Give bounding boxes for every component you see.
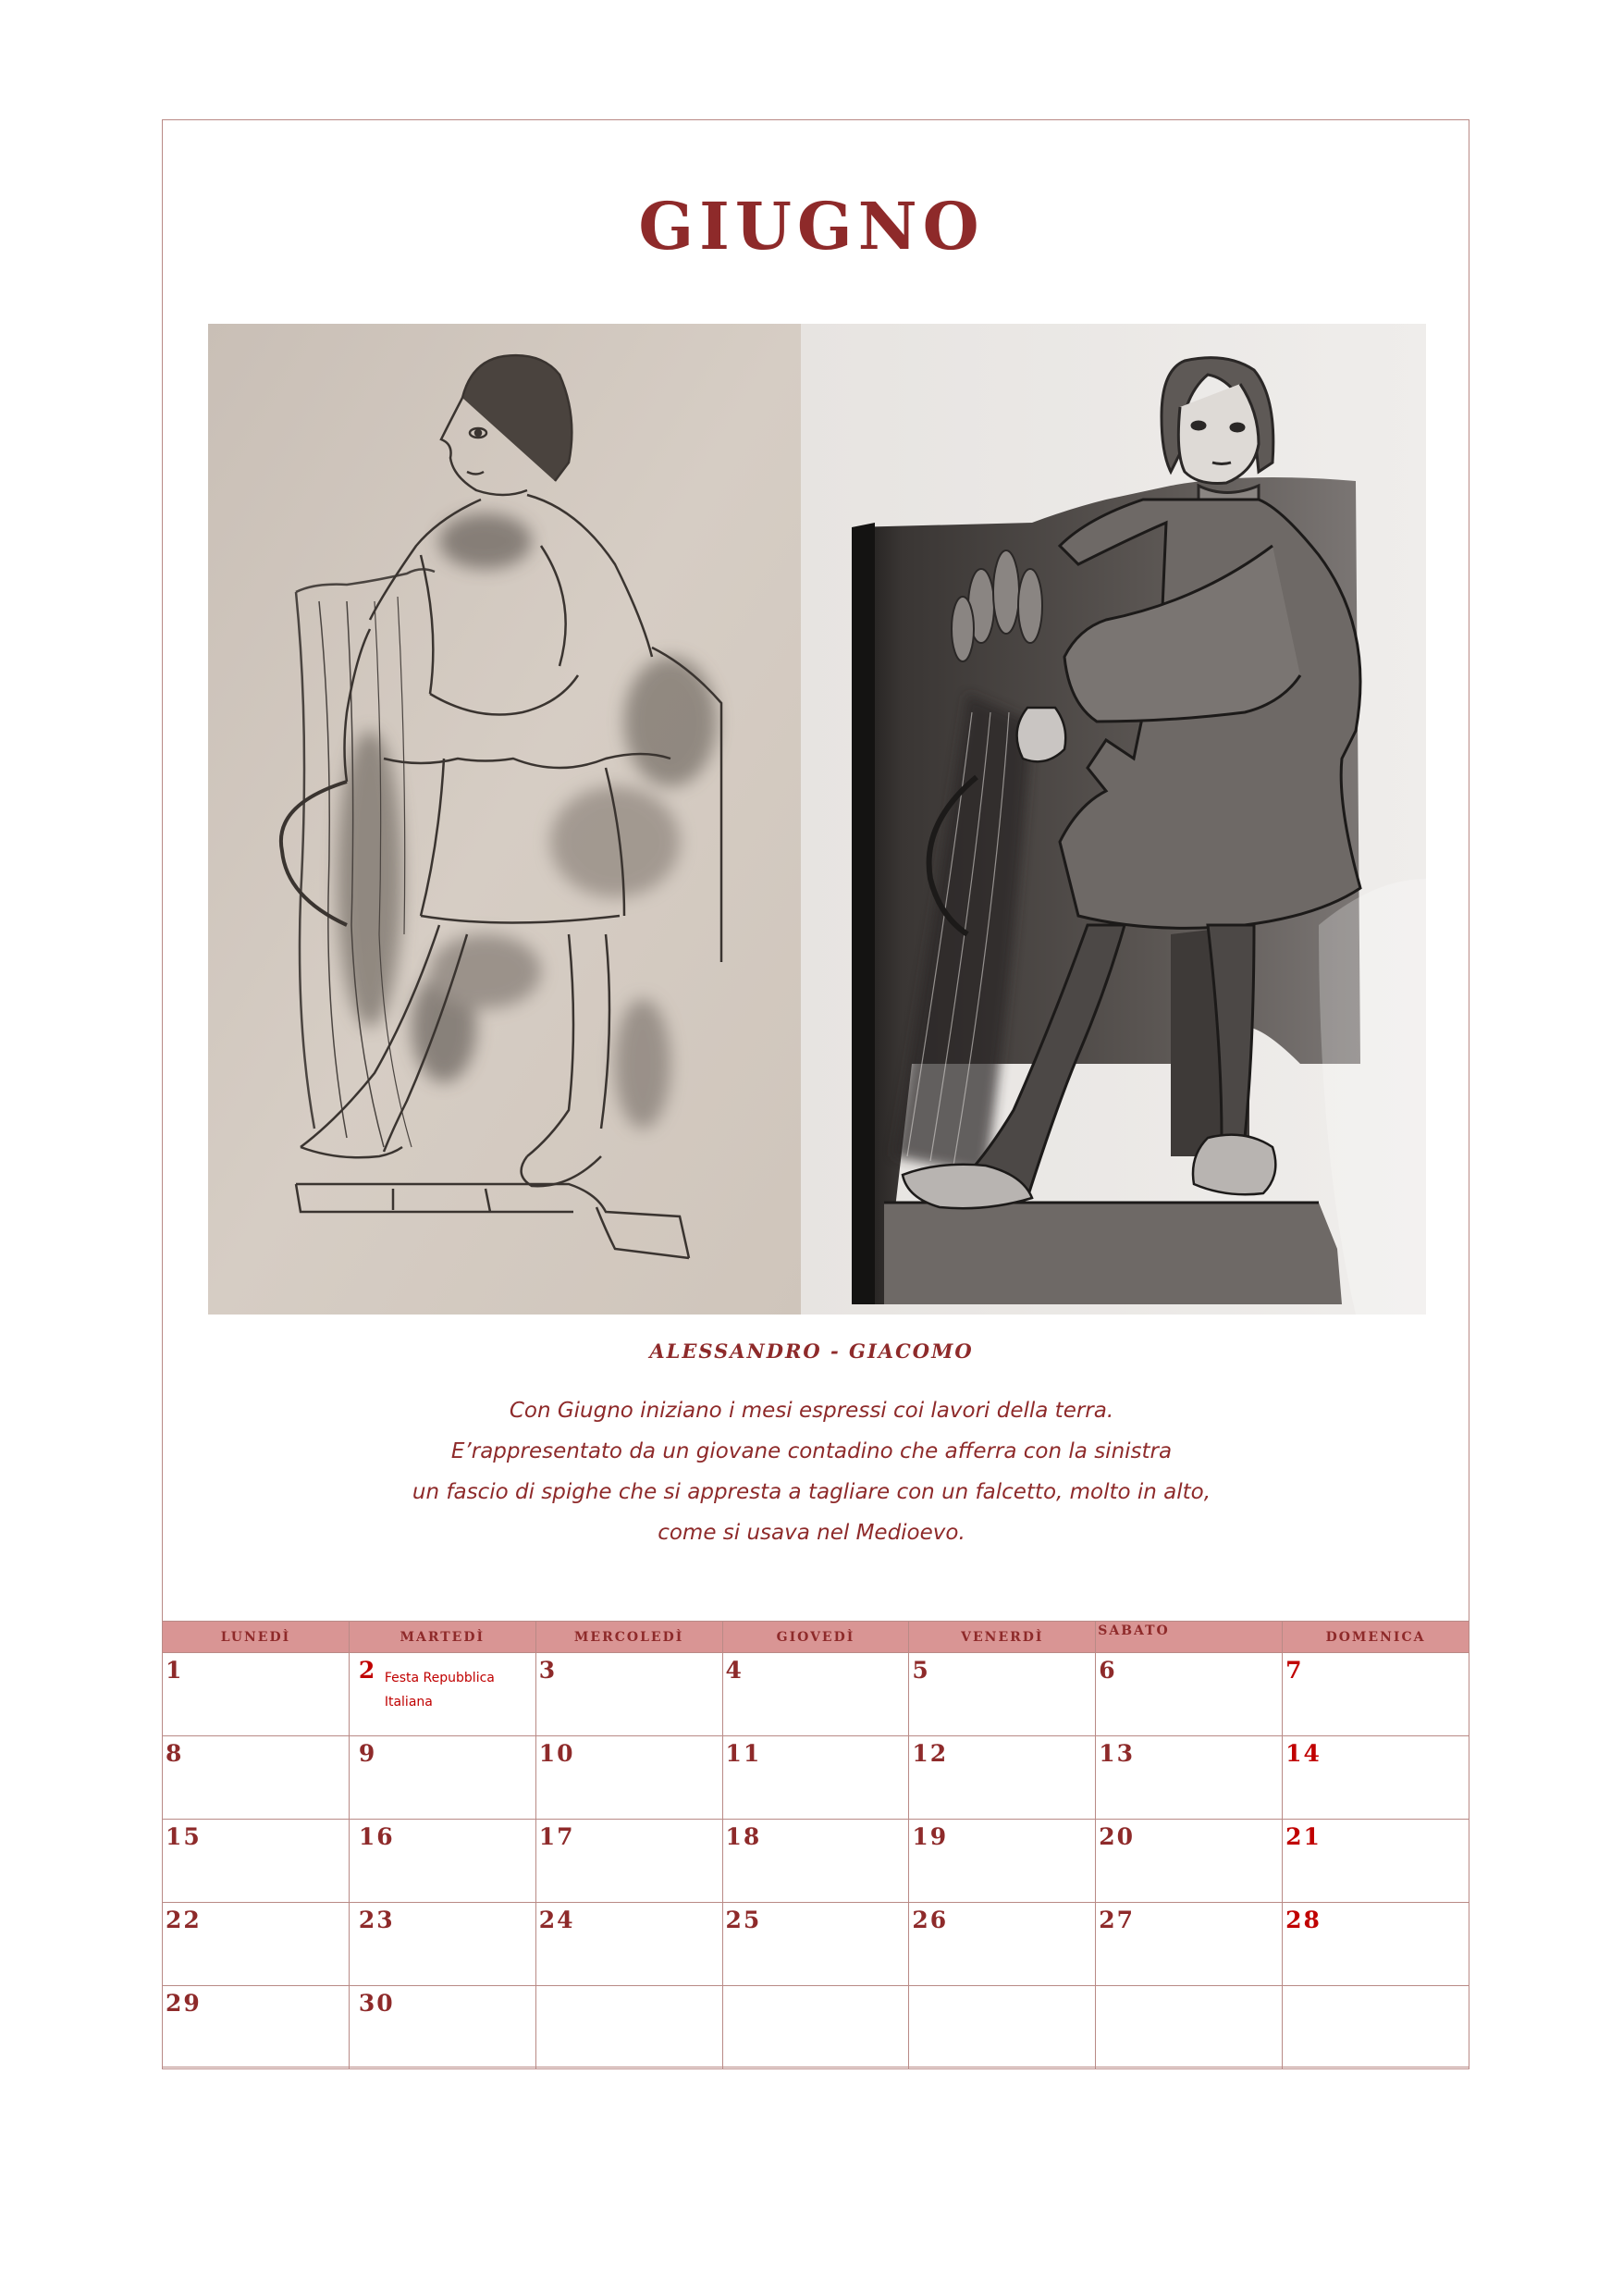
day-number: 6 (1099, 1657, 1117, 1684)
calendar-day-cell (909, 1903, 1096, 1986)
calendar-day-cell (349, 1736, 535, 1820)
day-number: 7 (1285, 1657, 1304, 1684)
caption-line: E’rappresentato da un giovane contadino che afferra con la sinistra (450, 1439, 1173, 1463)
day-number: 22 (166, 1907, 202, 1933)
day-number: 21 (1285, 1823, 1322, 1850)
weekday-header-row (163, 1622, 1469, 1653)
day-number: 14 (1285, 1740, 1322, 1767)
calendar-day-cell (1096, 1986, 1283, 2069)
day-number: 23 (358, 1907, 395, 1933)
day-number: 16 (358, 1823, 395, 1850)
calendar-day-cell (909, 1986, 1096, 2069)
day-number: 4 (725, 1657, 744, 1684)
weekday-header: LUNEDÌ (163, 1622, 350, 1653)
weekday-header: MERCOLEDÌ (535, 1622, 722, 1653)
day-number: 20 (1099, 1823, 1136, 1850)
day-number: 17 (538, 1823, 575, 1850)
day-number: 25 (725, 1907, 762, 1933)
calendar-day-cell (349, 1903, 535, 1986)
calendar-day-cell (349, 1986, 535, 2069)
calendar-day-cell (909, 1736, 1096, 1820)
day-number: 19 (912, 1823, 949, 1850)
caption (0, 1390, 1623, 1553)
calendar-day-cell (163, 1903, 350, 1986)
day-number: 30 (358, 1990, 395, 2017)
day-number: 1 (166, 1657, 184, 1684)
calendar-week-row (163, 1736, 1469, 1820)
calendar-day-cell (1096, 1736, 1283, 1820)
day-number: 9 (358, 1740, 377, 1767)
day-number: 18 (725, 1823, 762, 1850)
day-number: 28 (1285, 1907, 1322, 1933)
calendar-day-cell (909, 1820, 1096, 1903)
calendar-day-cell (1096, 1903, 1283, 1986)
day-number: 10 (538, 1740, 575, 1767)
charcoal-sketch-harvester-right (801, 324, 1426, 1315)
weekday-header: VENERDÌ (909, 1622, 1096, 1653)
calendar-day-cell (535, 1820, 722, 1903)
calendar-day-cell (1283, 1903, 1469, 1986)
caption-line: un fascio di spighe che si appresta a tagliare con un falcetto, molto in alto, (412, 1480, 1211, 1504)
calendar-day-cell (163, 1986, 350, 2069)
day-number: 15 (166, 1823, 202, 1850)
day-number: 13 (1099, 1740, 1136, 1767)
calendar-day-cell (1283, 1736, 1469, 1820)
caption-line: Con Giugno iniziano i mesi espressi coi lavori della terra. (509, 1399, 1114, 1423)
day-number: 27 (1099, 1907, 1136, 1933)
caption-line: come si usava nel Medioevo. (658, 1521, 965, 1545)
calendar-day-cell (909, 1653, 1096, 1736)
calendar-day-cell (722, 1903, 909, 1986)
calendar-day-cell (722, 1820, 909, 1903)
calendar-day-cell (349, 1820, 535, 1903)
authors-label: ALESSANDRO - GIACOMO (649, 1339, 974, 1363)
calendar-week-row (163, 1653, 1469, 1736)
calendar-day-cell (1283, 1986, 1469, 2069)
day-number: 8 (166, 1740, 184, 1767)
calendar-day-cell (535, 1903, 722, 1986)
calendar-day-cell (1096, 1820, 1283, 1903)
drawing-left (208, 324, 801, 1315)
calendar-day-cell (722, 1736, 909, 1820)
calendar-day-cell (535, 1986, 722, 2069)
pencil-sketch-harvester-left (208, 324, 801, 1315)
calendar-day-cell (535, 1736, 722, 1820)
calendar-day-cell (163, 1653, 350, 1736)
day-number: 26 (912, 1907, 949, 1933)
calendar-day-cell (163, 1736, 350, 1820)
day-number: 12 (912, 1740, 949, 1767)
calendar-day-cell (1283, 1653, 1469, 1736)
day-number: 2 (358, 1657, 377, 1684)
drawing-right (801, 324, 1426, 1315)
calendar-day-cell (722, 1986, 909, 2069)
day-number: 3 (538, 1657, 558, 1684)
day-number: 11 (725, 1740, 762, 1767)
calendar-day-cell (163, 1820, 350, 1903)
calendar-day-cell (1283, 1820, 1469, 1903)
calendar-day-cell (722, 1653, 909, 1736)
calendar-week-row (163, 1986, 1469, 2069)
weekday-header: MARTEDÌ (349, 1622, 535, 1653)
weekday-header: DOMENICA (1283, 1622, 1469, 1653)
calendar-day-cell (535, 1653, 722, 1736)
month-calendar (162, 1621, 1469, 2069)
month-title: GIUGNO (638, 188, 985, 265)
day-number: 24 (538, 1907, 575, 1933)
calendar-day-cell (1096, 1653, 1283, 1736)
calendar-day-cell (349, 1653, 535, 1736)
weekday-header: SABATO (1096, 1622, 1283, 1653)
weekday-header: GIOVEDÌ (722, 1622, 909, 1653)
day-number: 5 (912, 1657, 930, 1684)
calendar-week-row (163, 1820, 1469, 1903)
calendar-week-row (163, 1903, 1469, 1986)
holiday-event-label: Festa Repubblica Italiana (384, 1671, 495, 1710)
day-number: 29 (166, 1990, 202, 2017)
